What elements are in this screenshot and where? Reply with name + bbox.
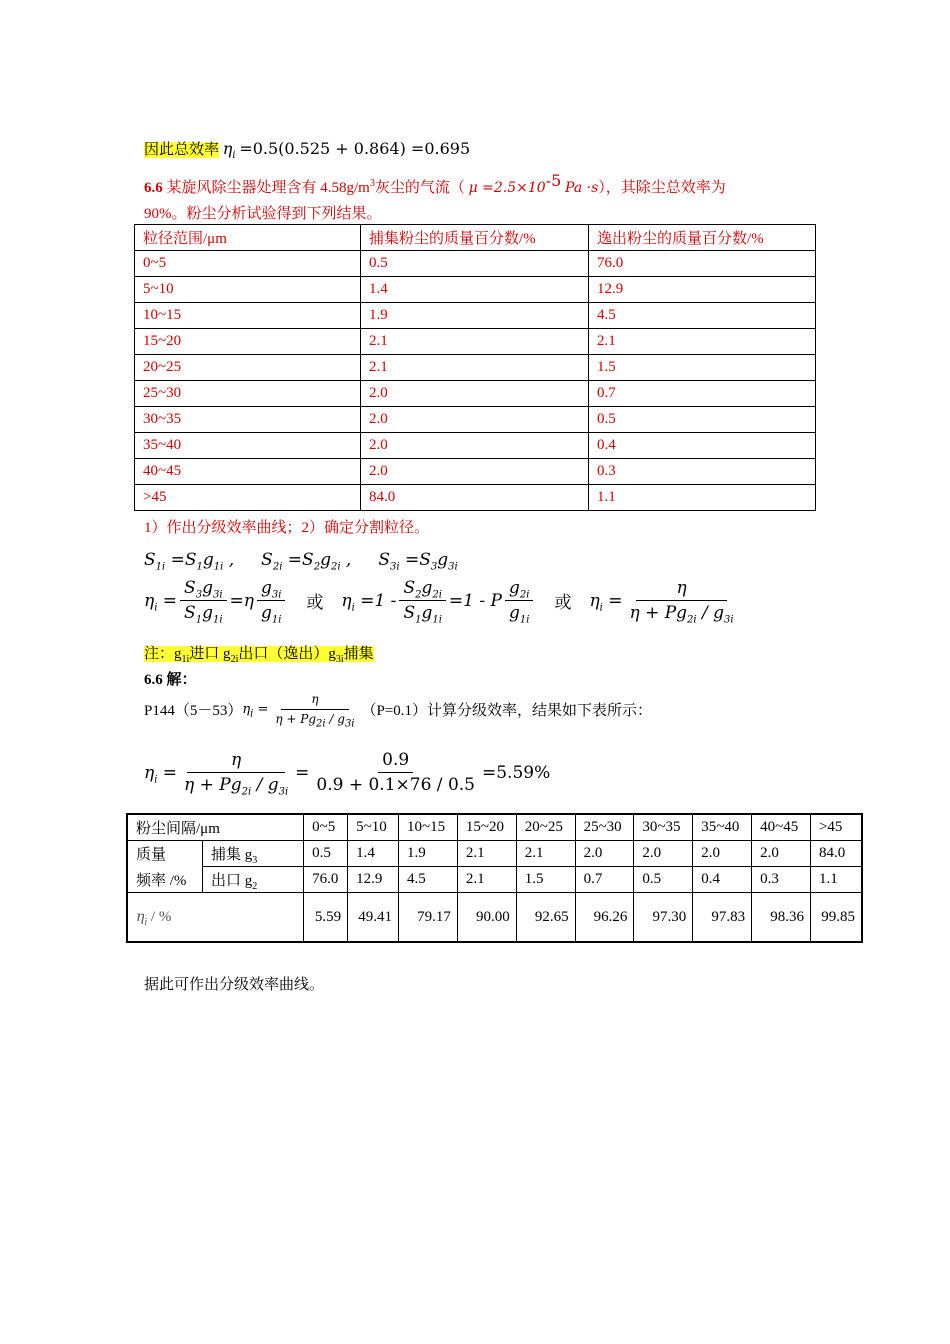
table-cell: 30~35	[135, 407, 361, 433]
table-cell: 12.9	[589, 277, 816, 303]
table-row	[135, 329, 816, 355]
table-header: 粒径范围/μm	[135, 225, 361, 251]
table-cell: 5~10	[135, 277, 361, 303]
table-cell: 12.9	[348, 867, 399, 893]
table-cell: 0.4	[589, 433, 816, 459]
formula-s-relations: $S_{1i} =S_1g_{1i}$ , $S_{2i} =S_2g_{2i}$ , $S_{3i} =S_3g_{3i}$	[144, 550, 458, 573]
table-cell: 2.1	[516, 841, 575, 867]
table-header: 30~35	[634, 814, 693, 841]
table-header-row	[127, 814, 862, 841]
table-cell: 84.0	[361, 485, 589, 511]
example-numerator: 0.9	[378, 750, 413, 773]
table-row	[135, 303, 816, 329]
outlet-label: 出口 $g_2$	[203, 867, 304, 893]
problem-number: 6.6	[144, 180, 163, 196]
table-cell: 2.0	[752, 841, 811, 867]
table-cell: 96.26	[575, 893, 634, 943]
question-text: 1）作出分级效率曲线；2）确定分割粒径。	[144, 520, 430, 536]
table-cell: 1.1	[810, 867, 862, 893]
example-result: =5.59%	[481, 762, 551, 783]
solution-ref: P144（5－53）	[144, 703, 243, 719]
table-cell: 2.1	[361, 355, 589, 381]
table-cell: 1.9	[361, 303, 589, 329]
table-cell: 15~20	[135, 329, 361, 355]
table-header-row	[135, 225, 816, 251]
total-efficiency-line	[144, 138, 471, 162]
table-row	[135, 433, 816, 459]
solution-condition: （P=0.1）计算分级效率，结果如下表所示：	[361, 703, 653, 719]
table-cell: 2.0	[361, 381, 589, 407]
grade-efficiency-table	[126, 813, 863, 943]
table-cell: 4.5	[589, 303, 816, 329]
example-denominator: 0.9 + 0.1×76 / 0.5	[316, 775, 475, 795]
table-cell: 84.0	[810, 841, 862, 867]
table-cell: 0.7	[575, 867, 634, 893]
table-header: 35~40	[693, 814, 752, 841]
conclusion-text: 据此可作出分级效率曲线。	[144, 977, 325, 993]
table-cell: 79.17	[399, 893, 458, 943]
table-row	[135, 407, 816, 433]
table-cell: 2.0	[693, 841, 752, 867]
table-cell: 25~30	[135, 381, 361, 407]
table-cell: 49.41	[348, 893, 399, 943]
table-header: >45	[810, 814, 862, 841]
table-cell: 76.0	[304, 867, 348, 893]
table-cell: 2.0	[361, 459, 589, 485]
table-cell: 0~5	[135, 251, 361, 277]
problem-statement-line2: 90%。粉尘分析试验得到下列结果。	[144, 206, 382, 222]
formula-eta-expressions: $\eta_i$ = $\frac{S_3g_{3i}}{S_1g_{1i}}$ =η $\frac{g_{3i}}{g_{1i}}$ 或 $\eta_i =1$ - $\frac{S_2g_{2i}}{S_1g_{1i}}$ =1 - P $\frac{g_{2i}}{g_{1i}}$ 或 $\eta_i$ = $\frac{\eta}{\eta + Pg_{2i} / g_{3i}}$	[144, 578, 734, 626]
table-cell: 90.00	[457, 893, 516, 943]
table-row	[127, 841, 862, 867]
table-cell: 2.0	[361, 433, 589, 459]
captured-label: 捕集 $g_3$	[203, 841, 304, 867]
table-cell: 97.30	[634, 893, 693, 943]
table-cell: 0.3	[589, 459, 816, 485]
example-calculation: $\eta_i$ = $\frac{\eta}{\eta + Pg_{2i} / g_{3i}}$ = $\frac{0.9}{0.9 + 0.1\times 76 / 0.5}$ =5.59%	[144, 750, 551, 798]
table-cell: 0.5	[589, 407, 816, 433]
table-cell: 0.5	[634, 867, 693, 893]
table-row	[135, 355, 816, 381]
table-cell: 1.4	[348, 841, 399, 867]
table-cell: 5.59	[304, 893, 348, 943]
table-header: 捕集粉尘的质量百分数/%	[361, 225, 589, 251]
table-cell: 0.4	[693, 867, 752, 893]
table-cell: 2.0	[361, 407, 589, 433]
table-cell: 20~25	[135, 355, 361, 381]
table-header: 10~15	[399, 814, 458, 841]
table-cell: 0.5	[304, 841, 348, 867]
table-row	[135, 251, 816, 277]
table-cell: 2.1	[589, 329, 816, 355]
table-header: 5~10	[348, 814, 399, 841]
table-row	[127, 867, 862, 893]
solution-title: 6.6 解：	[144, 672, 197, 688]
table-cell: 10~15	[135, 303, 361, 329]
total-efficiency-formula: =0.5(0.525 + 0.864) =0.695	[239, 139, 471, 158]
table-cell: 1.5	[589, 355, 816, 381]
table-cell: 2.1	[457, 841, 516, 867]
solution-reference-line: P144（5－53） $\eta_i$ = $\frac{\eta}{\eta + Pg_{2i} / g_{3i}}$ （P=0.1）计算分级效率，结果如下表所示：	[144, 692, 653, 730]
table-cell: 98.36	[752, 893, 811, 943]
table-cell: 40~45	[135, 459, 361, 485]
table-cell: 2.0	[575, 841, 634, 867]
problem-statement: 6.6 某旋风除尘器处理含有 $4.58g/m^3$灰尘的气流（ $\mu =2.5\times 10^{-5}$ Pa ·s），其除尘总效率为	[144, 171, 726, 196]
particle-size-table	[134, 224, 816, 511]
table-cell: 0.5	[361, 251, 589, 277]
table-header: 25~30	[575, 814, 634, 841]
table-row	[135, 381, 816, 407]
table-row	[135, 277, 816, 303]
table-cell: >45	[135, 485, 361, 511]
table-cell: 1.4	[361, 277, 589, 303]
table-cell: 76.0	[589, 251, 816, 277]
total-efficiency-label: 因此总效率	[144, 142, 220, 158]
table-header: 逸出粉尘的质量百分数/%	[589, 225, 816, 251]
table-cell: 1.1	[589, 485, 816, 511]
table-row	[135, 459, 816, 485]
table-cell: 2.0	[634, 841, 693, 867]
table-cell: 0.7	[589, 381, 816, 407]
eta-symbol: $\eta_i$	[222, 139, 236, 162]
table-cell: 99.85	[810, 893, 862, 943]
table-row	[135, 485, 816, 511]
table-header: 0~5	[304, 814, 348, 841]
quality-label: 质量	[127, 841, 203, 867]
note-line: 注：$g_{1i}$进口 $g_{2i}$出口（逸出）$g_{3i}$捕集	[144, 646, 374, 665]
table-cell: 2.1	[361, 329, 589, 355]
table-cell: 35~40	[135, 433, 361, 459]
eta-label: $\eta_i$ / %	[127, 893, 304, 943]
table-header: 40~45	[752, 814, 811, 841]
table-cell: 97.83	[693, 893, 752, 943]
table-header: 粉尘间隔/μm	[127, 814, 304, 841]
table-header: 15~20	[457, 814, 516, 841]
table-cell: 92.65	[516, 893, 575, 943]
table-cell: 4.5	[399, 867, 458, 893]
table-cell: 0.3	[752, 867, 811, 893]
table-cell: 2.1	[457, 867, 516, 893]
table-row	[127, 893, 862, 943]
table-cell: 1.9	[399, 841, 458, 867]
table-cell: 1.5	[516, 867, 575, 893]
table-header: 20~25	[516, 814, 575, 841]
frequency-label: 频率 /%	[127, 867, 203, 893]
